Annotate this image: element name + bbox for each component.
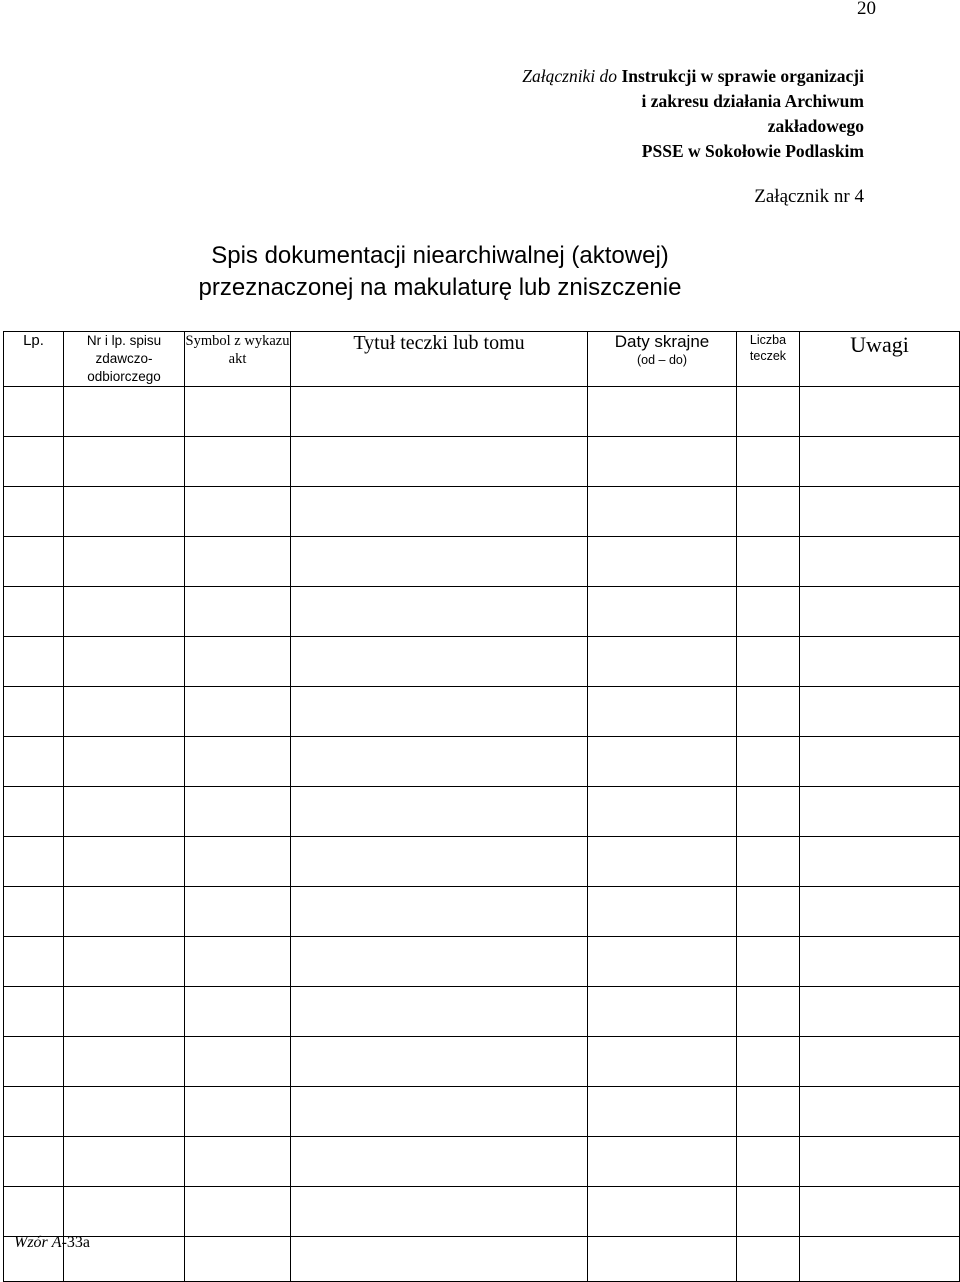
table-cell xyxy=(64,687,185,737)
table-cell xyxy=(588,387,737,437)
table-cell xyxy=(737,1087,800,1137)
table-cell xyxy=(588,587,737,637)
table-cell xyxy=(800,637,960,687)
table-cell xyxy=(185,1187,291,1237)
table-cell xyxy=(185,837,291,887)
table-cell xyxy=(4,737,64,787)
attachment-label: Załącznik nr 4 xyxy=(754,186,864,207)
table-cell xyxy=(185,1087,291,1137)
table-cell xyxy=(737,787,800,837)
table-cell xyxy=(588,1037,737,1087)
column-header-count: Liczba teczek xyxy=(737,332,800,387)
table-cell xyxy=(588,887,737,937)
table-row xyxy=(4,1237,960,1282)
table-cell xyxy=(64,787,185,837)
table-cell xyxy=(588,437,737,487)
table-header-row xyxy=(4,332,960,387)
table-cell xyxy=(291,937,588,987)
table-row xyxy=(4,737,960,787)
table-row xyxy=(4,1187,960,1237)
table-cell xyxy=(4,387,64,437)
table-cell xyxy=(64,637,185,687)
table-cell xyxy=(291,1137,588,1187)
table-cell xyxy=(800,1037,960,1087)
column-header-dates xyxy=(588,332,737,387)
table-cell xyxy=(291,687,588,737)
table-cell xyxy=(64,387,185,437)
document-title xyxy=(120,240,760,304)
table-cell xyxy=(588,537,737,587)
table-cell xyxy=(800,1137,960,1187)
table-cell xyxy=(185,1037,291,1087)
table-cell xyxy=(800,387,960,437)
table-cell xyxy=(588,787,737,837)
table-cell xyxy=(737,987,800,1037)
form-reference-suffix: -33a xyxy=(61,1234,90,1251)
table-row xyxy=(4,1037,960,1087)
table-cell xyxy=(737,887,800,937)
table-cell xyxy=(291,487,588,537)
table-cell xyxy=(4,437,64,487)
table-cell xyxy=(588,737,737,787)
table-cell xyxy=(64,987,185,1037)
table-cell xyxy=(64,437,185,487)
table-row xyxy=(4,687,960,737)
table-cell xyxy=(588,487,737,537)
column-header-notes: Uwagi xyxy=(800,332,960,387)
table-cell xyxy=(800,537,960,587)
table-row xyxy=(4,987,960,1037)
table-cell xyxy=(737,1237,800,1282)
table-row xyxy=(4,937,960,987)
column-header-file-title: Tytuł teczki lub tomu xyxy=(291,332,588,387)
table-cell xyxy=(588,1187,737,1237)
table-cell xyxy=(737,1037,800,1087)
table-row xyxy=(4,437,960,487)
column-header-lp: Lp. xyxy=(4,332,64,387)
table-cell xyxy=(588,1237,737,1282)
table-cell xyxy=(185,737,291,787)
table-cell xyxy=(737,587,800,637)
table-cell xyxy=(64,587,185,637)
table-cell xyxy=(588,987,737,1037)
table-cell xyxy=(737,387,800,437)
table-row xyxy=(4,1087,960,1137)
header-line-4: PSSE w Sokołowie Podlaskim xyxy=(641,141,864,161)
form-reference-letter: A xyxy=(51,1234,62,1251)
header-line-1 xyxy=(522,64,864,89)
table-cell xyxy=(4,687,64,737)
header-attachments-label: Załączniki do xyxy=(522,66,618,86)
table-cell xyxy=(800,487,960,537)
document-title-line-2: przeznaczonej na makulaturę lub zniszczenie xyxy=(198,274,682,301)
table-cell xyxy=(800,1237,960,1282)
table-cell xyxy=(185,487,291,537)
table-cell xyxy=(64,737,185,787)
table-cell xyxy=(291,787,588,837)
table-cell xyxy=(737,437,800,487)
table-cell xyxy=(64,937,185,987)
table-cell xyxy=(4,837,64,887)
column-header-list-number: Nr i lp. spisu zdawczo-odbiorczego xyxy=(64,332,185,387)
table-cell xyxy=(737,687,800,737)
column-header-symbol: Symbol z wykazu akt xyxy=(185,332,291,387)
table-row xyxy=(4,787,960,837)
table-cell xyxy=(800,1087,960,1137)
table-cell xyxy=(588,937,737,987)
table-row xyxy=(4,387,960,437)
table-cell xyxy=(4,1187,64,1237)
table-cell xyxy=(4,1087,64,1137)
table-cell xyxy=(291,887,588,937)
table-cell xyxy=(4,637,64,687)
table-cell xyxy=(4,787,64,837)
table-cell xyxy=(64,887,185,937)
table-cell xyxy=(800,887,960,937)
table-cell xyxy=(588,837,737,887)
table-cell xyxy=(185,987,291,1037)
table-cell xyxy=(185,687,291,737)
table-cell xyxy=(291,387,588,437)
table-cell xyxy=(185,1137,291,1187)
table-row xyxy=(4,587,960,637)
table-cell xyxy=(737,937,800,987)
table-cell xyxy=(291,987,588,1037)
table-cell xyxy=(291,537,588,587)
table-cell xyxy=(185,1237,291,1282)
table-cell xyxy=(64,1137,185,1187)
table-cell xyxy=(291,587,588,637)
table-cell xyxy=(4,887,64,937)
table-cell xyxy=(185,387,291,437)
table-row xyxy=(4,537,960,587)
table-cell xyxy=(800,587,960,637)
table-cell xyxy=(185,437,291,487)
table-cell xyxy=(185,587,291,637)
table-cell xyxy=(588,637,737,687)
register-table xyxy=(3,331,960,1282)
table-cell xyxy=(737,1137,800,1187)
table-cell xyxy=(291,1087,588,1137)
header-line-3: zakładowego xyxy=(767,116,864,136)
page-number: 20 xyxy=(857,0,876,19)
table-cell xyxy=(64,487,185,537)
table-cell xyxy=(291,737,588,787)
table-cell xyxy=(64,837,185,887)
table-row xyxy=(4,837,960,887)
table-cell xyxy=(737,837,800,887)
table-cell xyxy=(737,1187,800,1237)
document-header xyxy=(522,64,864,164)
table-row xyxy=(4,487,960,537)
form-reference xyxy=(14,1234,90,1252)
table-cell xyxy=(800,737,960,787)
table-cell xyxy=(64,1037,185,1087)
table-cell xyxy=(64,1187,185,1237)
table-cell xyxy=(291,1237,588,1282)
table-cell xyxy=(291,837,588,887)
form-reference-prefix: Wzór xyxy=(14,1234,48,1251)
document-title-line-1: Spis dokumentacji niearchiwalnej (aktowej) xyxy=(211,242,669,269)
table-cell xyxy=(64,537,185,587)
table-cell xyxy=(737,537,800,587)
table-row xyxy=(4,637,960,687)
table-cell xyxy=(737,737,800,787)
table-cell xyxy=(737,487,800,537)
table-cell xyxy=(800,987,960,1037)
header-instruction-title: Instrukcji w sprawie organizacji xyxy=(621,66,864,86)
table-cell xyxy=(185,787,291,837)
header-line-2: i zakresu działania Archiwum xyxy=(641,91,864,111)
table-cell xyxy=(737,637,800,687)
table-row xyxy=(4,887,960,937)
table-cell xyxy=(800,1187,960,1237)
table-cell xyxy=(185,887,291,937)
table-cell xyxy=(185,537,291,587)
table-cell xyxy=(4,937,64,987)
table-cell xyxy=(185,637,291,687)
table-cell xyxy=(4,1037,64,1087)
table-cell xyxy=(4,587,64,637)
table-cell xyxy=(291,1187,588,1237)
table-cell xyxy=(800,837,960,887)
table-cell xyxy=(588,1137,737,1187)
table-cell xyxy=(291,1037,588,1087)
table-cell xyxy=(4,537,64,587)
table-cell xyxy=(4,987,64,1037)
table-cell xyxy=(800,787,960,837)
table-cell xyxy=(291,437,588,487)
table-cell xyxy=(4,1137,64,1187)
table-cell xyxy=(185,937,291,987)
column-header-dates-label: Daty skrajne xyxy=(614,332,710,351)
table-cell xyxy=(800,687,960,737)
table-cell xyxy=(4,487,64,537)
table-cell xyxy=(800,437,960,487)
column-header-dates-range: (od – do) xyxy=(636,353,688,367)
table-cell xyxy=(64,1087,185,1137)
table-cell xyxy=(588,687,737,737)
table-cell xyxy=(588,1087,737,1137)
table-cell xyxy=(291,637,588,687)
table-cell xyxy=(800,937,960,987)
table-row xyxy=(4,1137,960,1187)
